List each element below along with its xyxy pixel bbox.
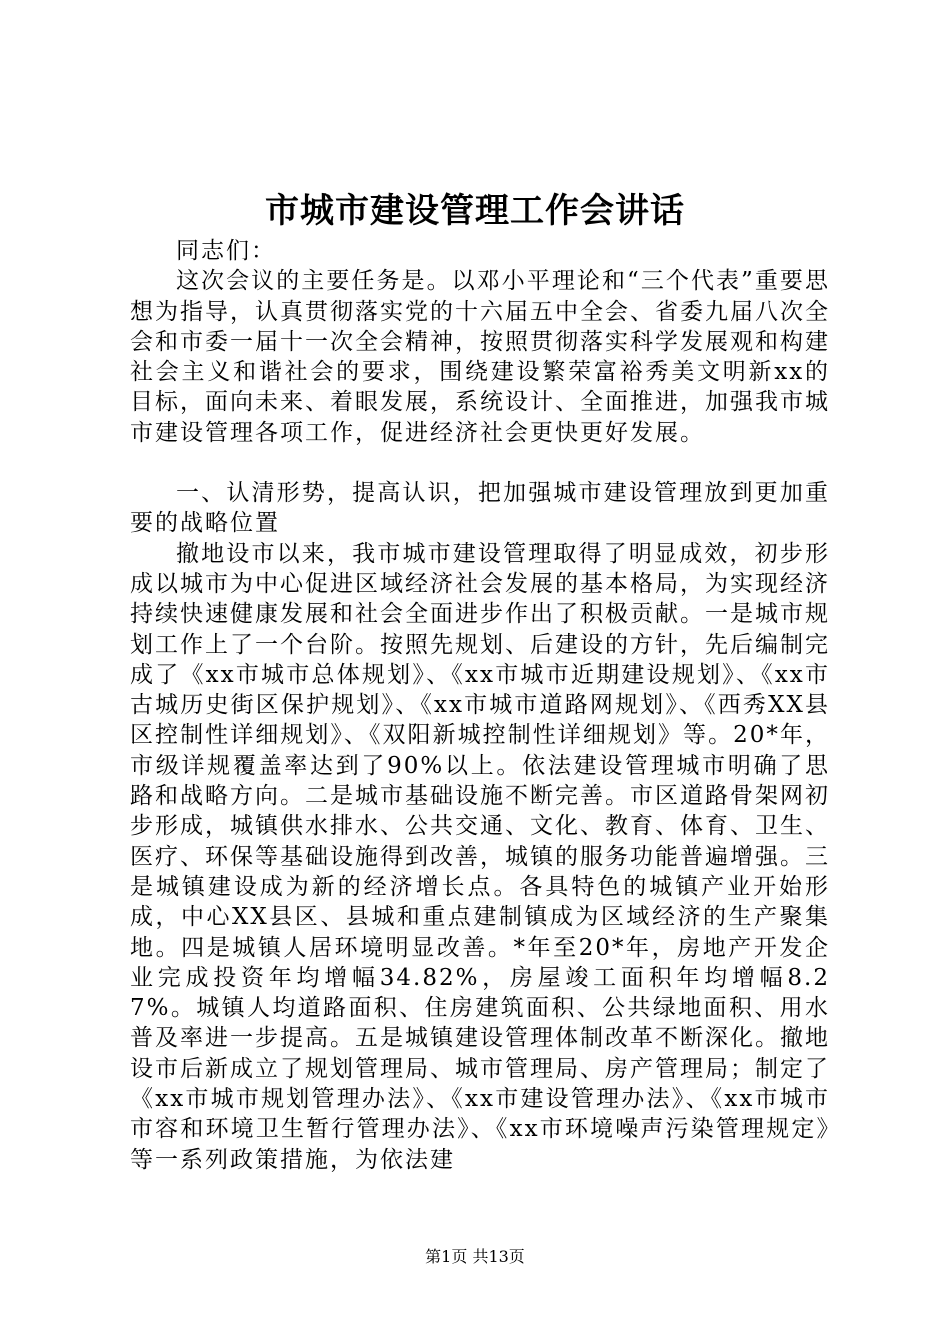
document-title: 市城市建设管理工作会讲话 (265, 191, 685, 231)
page-footer: 第1页 共13页 (425, 1247, 525, 1266)
paragraph-intro: 这次会议的主要任务是。以邓小平理论和“三个代表”重要思想为指导，认真贯彻落实党的十六届五中全会、省委九届八次全会和市委一届十一次全会精神，按照贯彻落实科学发展观和构建社会主义和谐社会的要求，围绕建设繁荣富裕秀美文明新xx的目标，面向未来、着眼发展，系统设计、全面推进，加强我市城市建设管理各项工作，促进经济社会更快更好发展。 (130, 268, 830, 446)
paragraph-achievements: 撤地设市以来，我市城市建设管理取得了明显成效，初步形成以城市为中心促进区域经济社会发展的基本格局，为实现经济持续快速健康发展和社会全面进步作出了积极贡献。一是城市规划工作上了一个台阶。按照先规划、后建设的方针，先后编制完成了《xx市城市总体规划》、《xx市城市近期建设规划》、《xx市古城历史街区保护规划》、《xx市城市道路网规划》、《西秀XX县区控制性详细规划》、《双阳新城控制性详细规划》等。20*年，市级详规覆盖率达到了90%以上。依法建设管理城市明确了思路和战略方向。二是城市基础设施不断完善。市区道路骨架网初步形成，城镇供水排水、公共交通、文化、教育、体育、卫生、医疗、环保等基础设施得到改善，城镇的服务功能普遍增强。三是城镇建设成为新的经济增长点。各具特色的城镇产业开始形成，中心XX县区、县城和重点建制镇成为区域经济的生产聚集地。四是城镇人居环境明显改善。*年至20*年，房地产开发企业完成投资年均增幅34.82%，房屋竣工面积年均增幅8.27%。城镇人均道路面积、住房建筑面积、公共绿地面积、用水普及率进一步提高。五是城镇建设管理体制改革不断深化。撤地设市后新成立了规划管理局、城市管理局、房产管理局；制定了《xx市城市规划管理办法》、《xx市建设管理办法》、《xx市城市市容和环境卫生暂行管理办法》、《xx市环境噪声污染管理规定》等一系列政策措施，为依法建 (130, 540, 830, 1173)
document-body (130, 236, 830, 1175)
section-heading: 一、认清形势，提高认识，把加强城市建设管理放到更加重要的战略位置 (130, 480, 830, 537)
salutation: 同志们： (176, 238, 276, 264)
